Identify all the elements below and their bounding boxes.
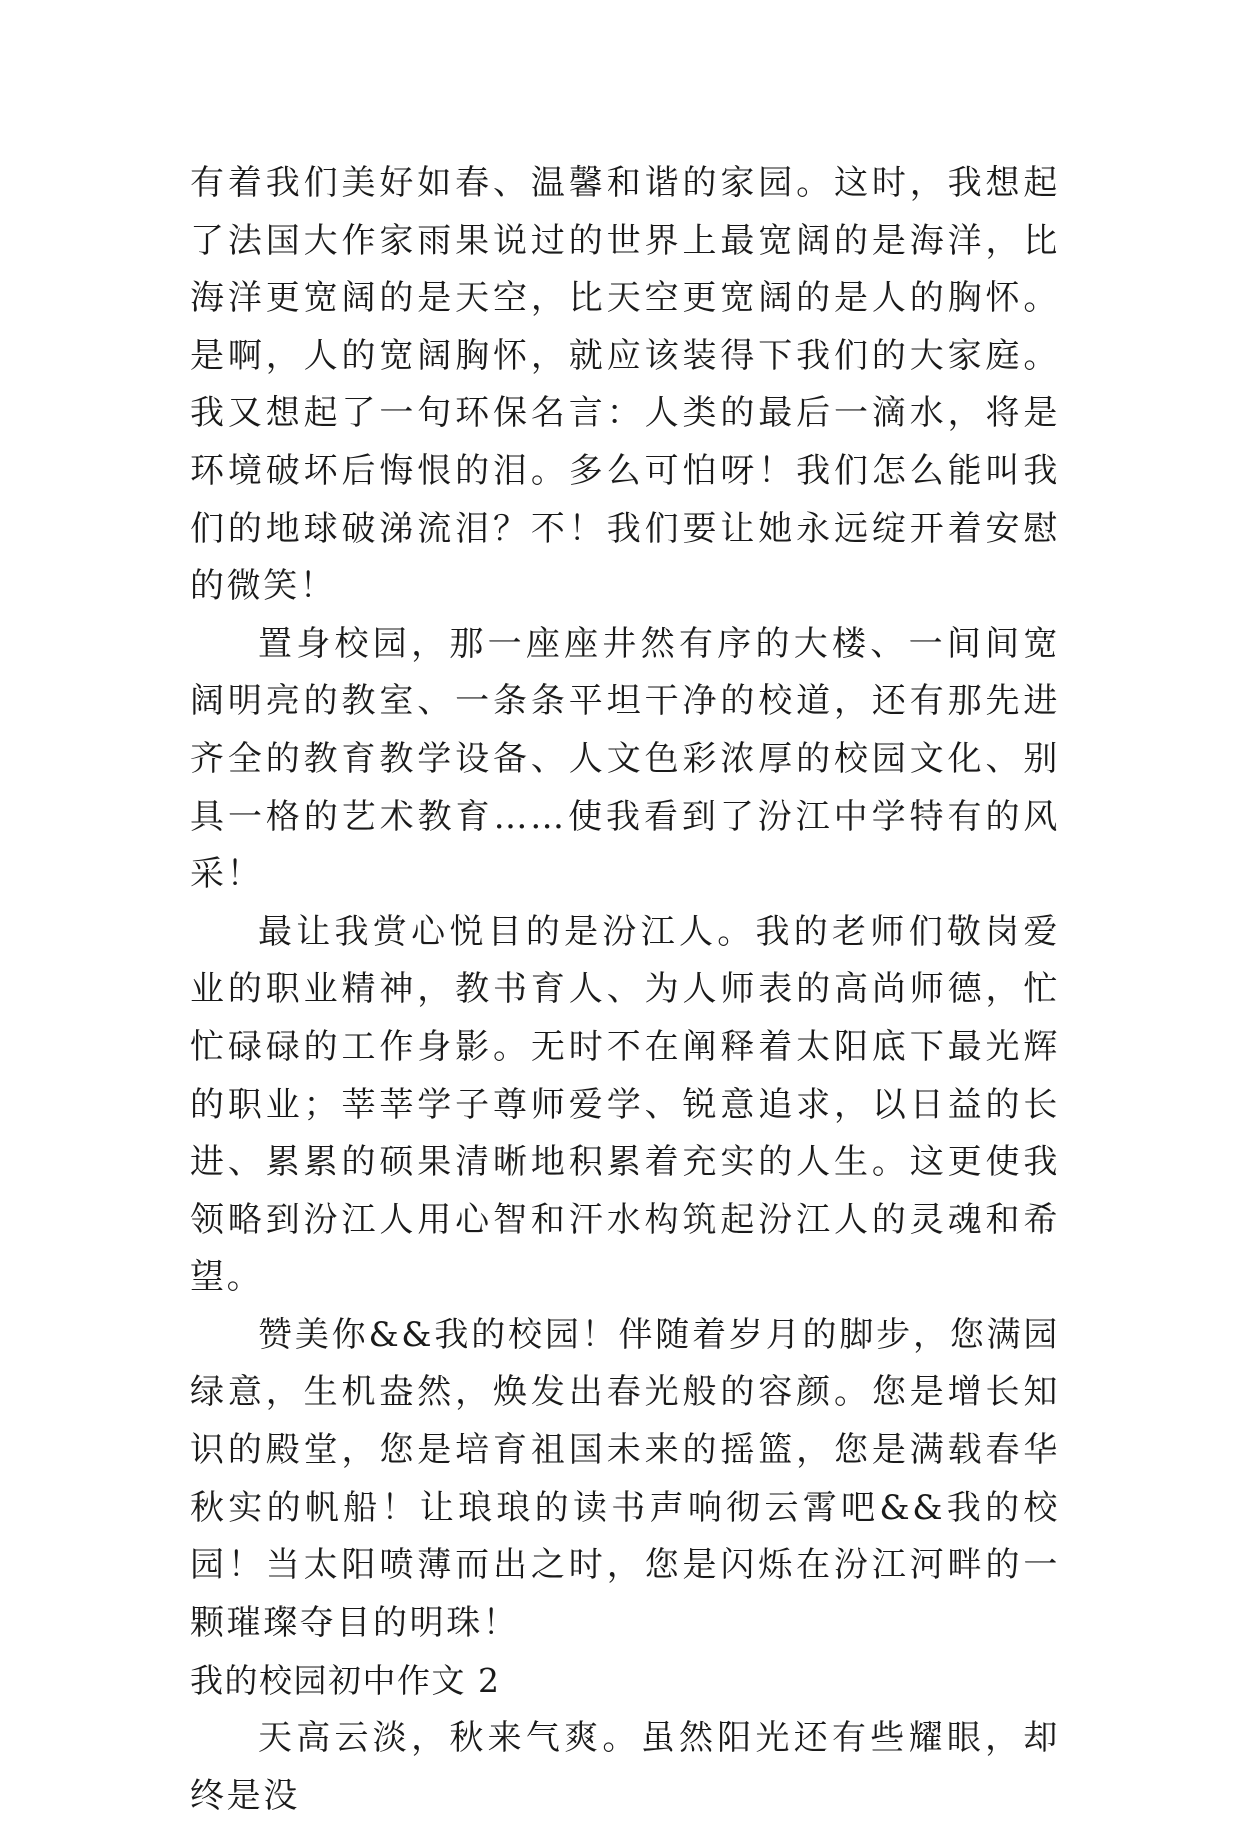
paragraph-1: 有着我们美好如春、温馨和谐的家园。这时，我想起了法国大作家雨果说过的世界上最宽阔的是海洋，比海洋更宽阔的是天空，比天空更宽阔的是人的胸怀。是啊，人的宽阔胸怀，就应该装得下我们的大家庭。我又想起了一句环保名言：人类的最后一滴水，将是环境破坏后悔恨的泪。多么可怕呀！我们怎么能叫我们的地球破涕流泪？不！我们要让她永远绽开着安慰的微笑！ [190,163,1060,607]
paragraph-3: 最让我赏心悦目的是汾江人。我的老师们敬岗爱业的职业精神，教书育人、为人师表的高尚师德，忙忙碌碌的工作身影。无时不在阐释着太阳底下最光辉的职业；莘莘学子尊师爱学、锐意追求，以日益的长进、累累的硕果清晰地积累着充实的人生。这更使我领略到汾江人用心智和汗水构筑起汾江人的灵魂和希望。 [190,911,1060,1298]
document-body [190,155,1060,1825]
section-heading: 我的校园初中作文 2 [190,1661,501,1701]
paragraph-2: 置身校园，那一座座井然有序的大楼、一间间宽阔明亮的教室、一条条平坦干净的校道，还有那先进齐全的教育教学设备、人文色彩浓厚的校园文化、别具一格的艺术教育……使我看到了汾江中学特有的风采！ [190,623,1060,895]
paragraph-5: 天高云淡，秋来气爽。虽然阳光还有些耀眼，却终是没 [190,1718,1060,1816]
paragraph-4: 赞美你&&我的校园！伴随着岁月的脚步，您满园绿意，生机盎然，焕发出春光般的容颜。您是增长知识的殿堂，您是培育祖国未来的摇篮，您是满载春华秋实的帆船！让琅琅的读书声响彻云霄吧&&我的校园！当太阳喷薄而出之时，您是闪烁在汾江河畔的一颗璀璨夺目的明珠！ [190,1314,1060,1643]
